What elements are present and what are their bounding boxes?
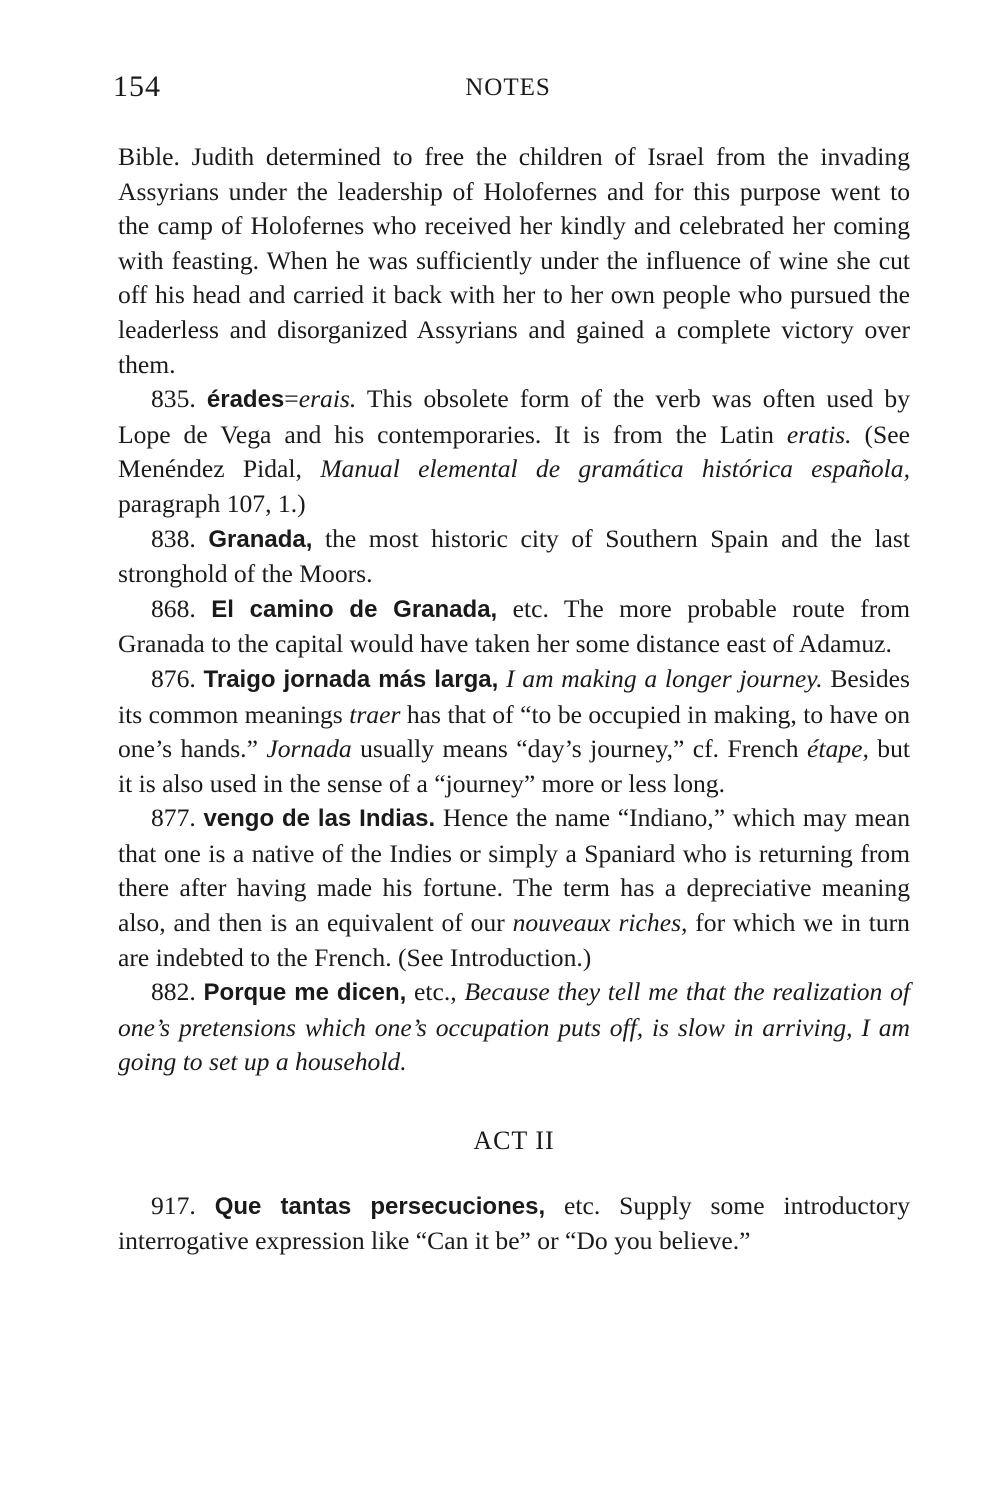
note-text: paragraph 107, 1.) <box>118 488 306 518</box>
note-text: This obsolete form of the verb was often used by Lope de Vega and his contemporaries. It is from the Latin <box>118 384 910 449</box>
page-header <box>113 70 903 110</box>
note-gloss: erais. <box>298 384 357 414</box>
note-lemma: Que tantas persecuciones, <box>214 1192 546 1220</box>
note-lemma: Porque me dicen, <box>203 979 407 1007</box>
note-882 <box>118 975 910 1080</box>
equals-sign: = <box>284 384 299 414</box>
note-text: (See Menéndez Pidal, <box>118 419 910 484</box>
note-text: Besides its common meanings <box>118 663 910 729</box>
note-text: etc., <box>406 977 465 1007</box>
running-head: NOTES <box>465 74 551 101</box>
note-translation: I am making a longer journey. <box>506 663 823 693</box>
note-lemma: El camino de Granada, <box>211 595 498 623</box>
note-lemma: érades <box>206 386 285 414</box>
note-lemma: Granada, <box>208 525 313 553</box>
note-877 <box>118 801 910 975</box>
note-text: but it is also used in the sense of a “journey” more or less long. <box>118 734 910 798</box>
note-text: Hence the name “Indiano,” which may mean that one is a native of the Indies or simply a Spaniard who is returning from there after having made his fortune. The term has a depreciative meaning also, and then is an equivalent of our <box>118 803 910 938</box>
note-number: 876. <box>151 663 196 693</box>
latin-word: eratis. <box>786 419 852 449</box>
note-917 <box>118 1189 910 1259</box>
note-838 <box>118 522 910 592</box>
note-text: usually means “day’s journey,” cf. French <box>351 734 808 764</box>
note-876 <box>118 662 910 801</box>
note-835 <box>118 382 910 521</box>
note-number: 877. <box>151 803 196 833</box>
note-number: 835. <box>151 384 196 414</box>
note-text: the most historic city of Southern Spain and the last stronghold of the Moors. <box>118 523 910 589</box>
note-number: 868. <box>151 593 196 623</box>
spanish-word: traer <box>349 699 401 729</box>
note-number: 882. <box>151 977 196 1007</box>
note-text: has that of “to be occupied in making, to have on one’s hands.” <box>118 699 911 764</box>
page-number: 154 <box>113 70 161 103</box>
french-word: étape, <box>807 734 869 764</box>
note-text: etc. Supply some introductory interrogative expression like “Can it be” or “Do you believe.” <box>118 1190 910 1256</box>
continuation-paragraph: Bible. Judith determined to free the children of Israel from the invading Assyrians under the leadership of Holofernes and for this purpose went to the camp of Holofernes who received her kindly and celebrated her coming with feasting. When he was sufficiently under the influence of wine she cut off his head and carried it back with her to her own people who pursued the leaderless and disorganized Assyrians and gained a complete victory over them. <box>118 142 910 379</box>
spanish-word: Jornada <box>266 734 352 764</box>
note-number: 917. <box>151 1190 196 1220</box>
note-translation: Because they tell me that the realization of one’s pretensions which one’s occupation puts off, is slow in arriving, I am going to set up a household. <box>118 977 910 1077</box>
note-text: for which we in turn are indebted to the French. (See Introduction.) <box>118 908 910 972</box>
act-heading: ACT II <box>473 1126 555 1156</box>
book-title: Manual elemental de gramática histórica española, <box>320 454 910 484</box>
note-number: 838. <box>151 523 196 553</box>
french-phrase: nouveaux riches, <box>512 908 688 938</box>
notes-body <box>118 140 910 1259</box>
note-lemma: Traigo jornada más larga, <box>203 665 499 693</box>
note-lemma: vengo de las Indias. <box>203 805 436 833</box>
note-868 <box>118 592 910 662</box>
note-text: etc. The more probable route from Granada to the capital would have taken her some distance east of Adamuz. <box>118 593 910 659</box>
